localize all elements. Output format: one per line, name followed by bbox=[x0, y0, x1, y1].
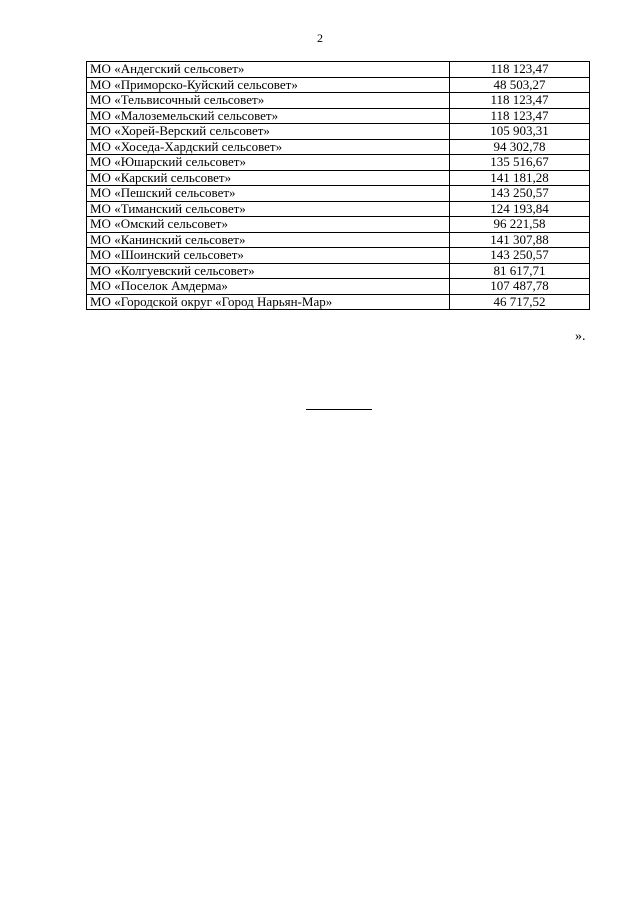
amount-value: 107 487,78 bbox=[450, 279, 590, 295]
amount-value: 143 250,57 bbox=[450, 248, 590, 264]
closing-quote-mark: ». bbox=[575, 329, 586, 344]
table-row bbox=[87, 201, 590, 217]
amount-value: 141 181,28 bbox=[450, 170, 590, 186]
amount-value: 46 717,52 bbox=[450, 294, 590, 310]
municipality-name: МО «Хоседа-Хардский сельсовет» bbox=[87, 139, 450, 155]
table-row bbox=[87, 155, 590, 171]
amount-value: 118 123,47 bbox=[450, 93, 590, 109]
table-row bbox=[87, 248, 590, 264]
municipality-name: МО «Хорей-Верский сельсовет» bbox=[87, 124, 450, 140]
table-row bbox=[87, 93, 590, 109]
table-row bbox=[87, 139, 590, 155]
municipality-name: МО «Тиманский сельсовет» bbox=[87, 201, 450, 217]
table-row bbox=[87, 294, 590, 310]
municipality-name: МО «Пешский сельсовет» bbox=[87, 186, 450, 202]
allocation-table-container bbox=[86, 61, 590, 310]
table-row bbox=[87, 232, 590, 248]
municipality-name: МО «Шоинский сельсовет» bbox=[87, 248, 450, 264]
municipality-name: МО «Поселок Амдерма» bbox=[87, 279, 450, 295]
table-row bbox=[87, 170, 590, 186]
table-row bbox=[87, 108, 590, 124]
municipality-name: МО «Карский сельсовет» bbox=[87, 170, 450, 186]
table-row bbox=[87, 186, 590, 202]
amount-value: 124 193,84 bbox=[450, 201, 590, 217]
municipality-name: МО «Омский сельсовет» bbox=[87, 217, 450, 233]
table-row bbox=[87, 263, 590, 279]
table-row bbox=[87, 77, 590, 93]
amount-value: 143 250,57 bbox=[450, 186, 590, 202]
amount-value: 96 221,58 bbox=[450, 217, 590, 233]
amount-value: 118 123,47 bbox=[450, 108, 590, 124]
table-row bbox=[87, 124, 590, 140]
amount-value: 135 516,67 bbox=[450, 155, 590, 171]
table-row bbox=[87, 279, 590, 295]
amount-value: 105 903,31 bbox=[450, 124, 590, 140]
municipality-name: МО «Городской округ «Город Нарьян-Мар» bbox=[87, 294, 450, 310]
table-row bbox=[87, 217, 590, 233]
municipality-name: МО «Малоземельский сельсовет» bbox=[87, 108, 450, 124]
municipality-name: МО «Приморско-Куйский сельсовет» bbox=[87, 77, 450, 93]
municipality-name: МО «Юшарский сельсовет» bbox=[87, 155, 450, 171]
municipality-name: МО «Колгуевский сельсовет» bbox=[87, 263, 450, 279]
table-row bbox=[87, 62, 590, 78]
amount-value: 81 617,71 bbox=[450, 263, 590, 279]
municipality-name: МО «Андегский сельсовет» bbox=[87, 62, 450, 78]
amount-value: 48 503,27 bbox=[450, 77, 590, 93]
end-divider-line bbox=[306, 409, 372, 410]
amount-value: 94 302,78 bbox=[450, 139, 590, 155]
amount-value: 118 123,47 bbox=[450, 62, 590, 78]
allocation-table bbox=[86, 61, 590, 310]
municipality-name: МО «Канинский сельсовет» bbox=[87, 232, 450, 248]
page-number: 2 bbox=[317, 31, 323, 45]
amount-value: 141 307,88 bbox=[450, 232, 590, 248]
municipality-name: МО «Тельвисочный сельсовет» bbox=[87, 93, 450, 109]
